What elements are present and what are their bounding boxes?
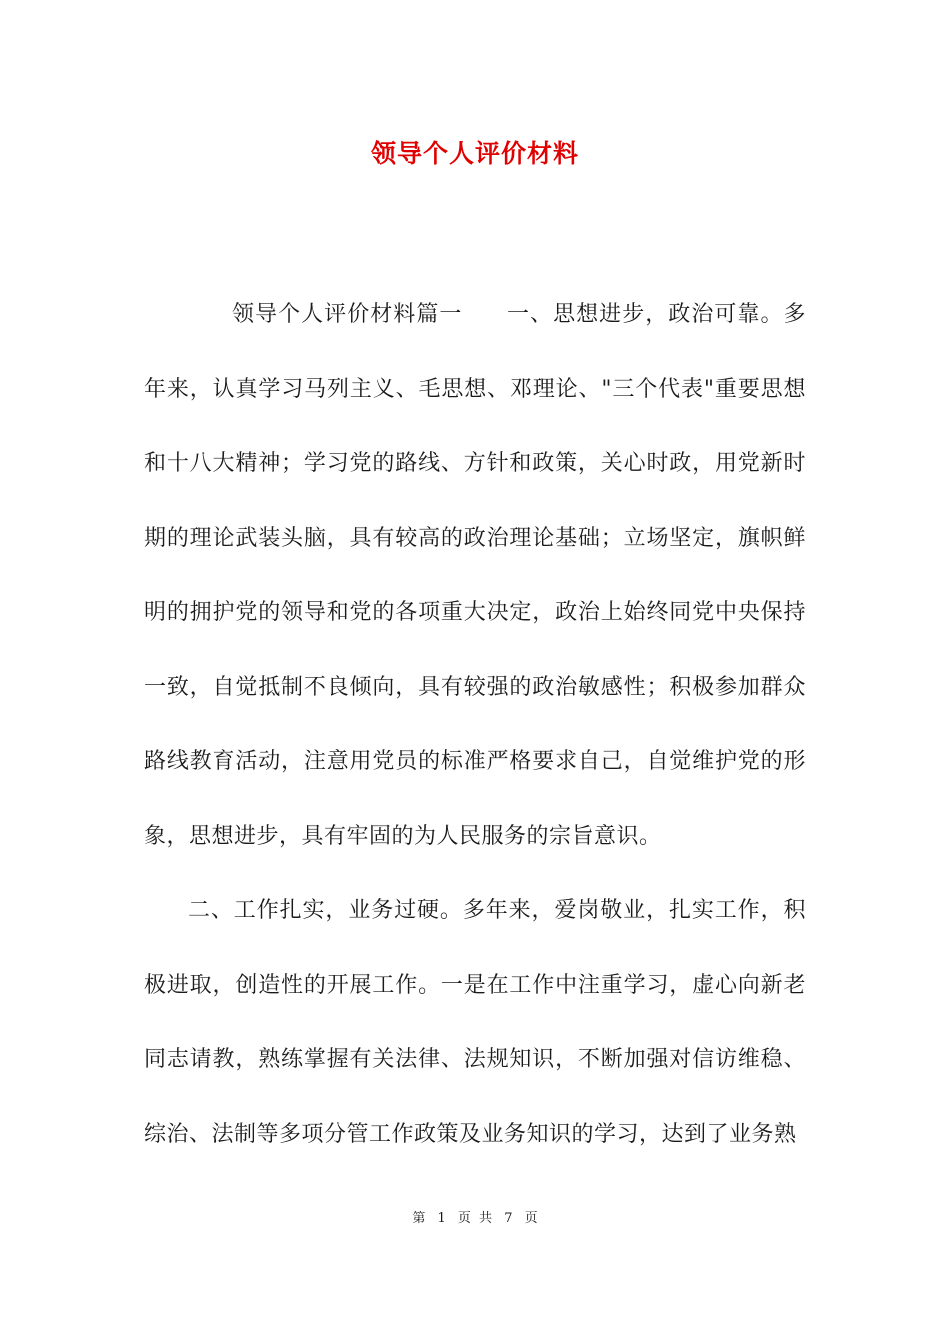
document-body [144,278,806,1172]
footer-mid: 页 共 [457,1211,493,1226]
document-title: 领导个人评价材料 [370,139,579,168]
footer-total-pages: 7 [504,1211,513,1226]
paragraph-2: 二、工作扎实，业务过硬。多年来，爱岗敬业，扎实工作，积极进取，创造性的开展工作。一是在工作中注重学习，虚心向新老同志请教，熟练掌握有关法律、法规知识，不断加强对信访维稳、综治、法制等多项分管工作政策及业务知识的学习，达到了业务熟 [144,898,806,1147]
paragraph-1-text: 一、思想进步，政治可靠。多年来，认真学习马列主义、毛思想、邓理论、"三个代表"重要思想和十八大精神；学习党的路线、方针和政策，关心时政，用党新时期的理论武装头脑，具有较高的政治理论基础；立场坚定，旗帜鲜明的拥护党的领导和党的各项重大决定，政治上始终同党中央保持一致，自觉抵制不良倾向，具有较强的政治敏感性；积极参加群众路线教育活动，注意用党员的标准严格要求自己，自觉维护党的形象，思想进步，具有牢固的为人民服务的宗旨意识。 [144,302,806,849]
footer-current-page: 1 [437,1211,446,1226]
paragraph-1 [144,278,806,874]
footer-suffix: 页 [524,1211,538,1226]
footer-prefix: 第 [412,1211,426,1226]
section-heading: 领导个人评价材料篇一 [232,302,463,327]
page-footer [0,1207,950,1226]
